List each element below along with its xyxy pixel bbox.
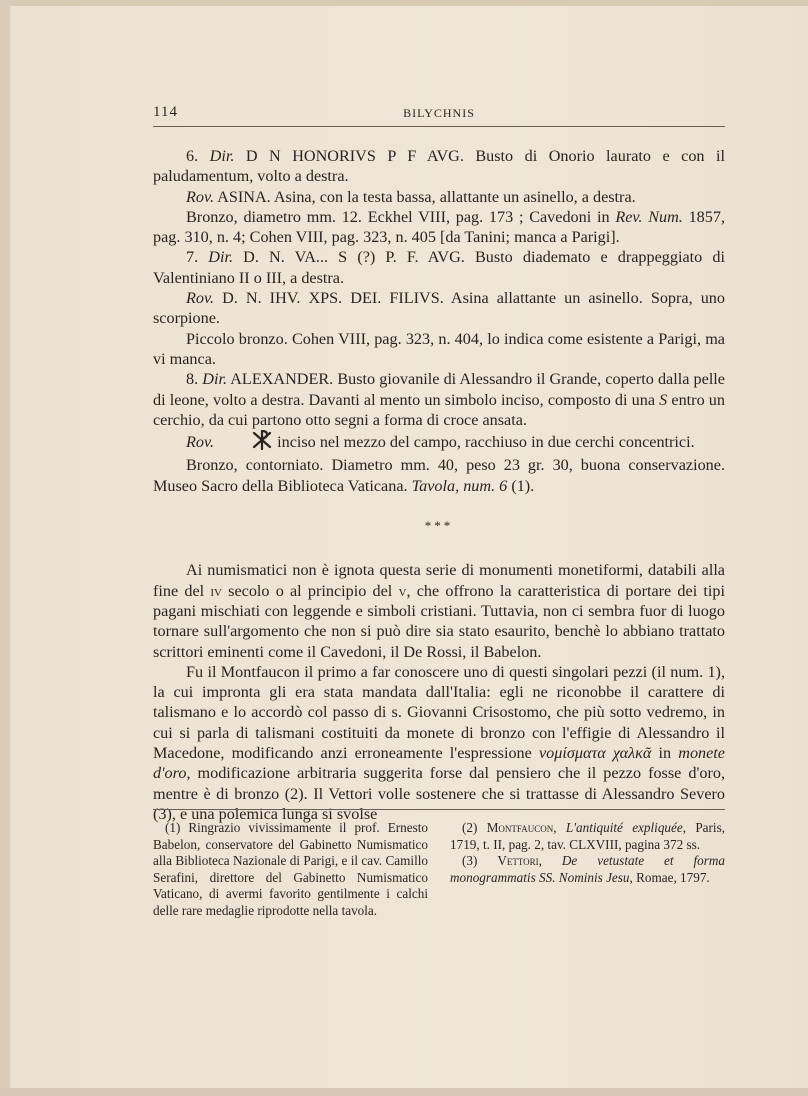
paragraph-2: Fu il Montfaucon il primo a far conoscere uno di questi singolari pezzi (il num. 1), la cui impronta gli era stata mandata dall'Italia: egli ne riconobbe il carattere di talismano e lo accordò col passo di s. Giovanni Crisostomo, che più sotto vedremo, in cui si parla di talismani costituiti da monete di bronzo con l'effigie di Alessandro il Macedone, modificando anzi erroneamente l'espressione νομίσματα χαλκᾶ in monete d'oro, modificazione arbitraria suggerita forse dal pensiero che il pezzo fosse d'oro, mentre è di bronzo (2). Il Vettori volle sostenere che si trattasse di Alessandro Severo (3), e una polemica lunga si svolse [153,662,725,823]
main-text [153,146,725,824]
item-7-reverse: Rov. D. N. IHV. XPS. DEI. FILIVS. Asina allattante un asinello. Sopra, uno scorpione. [153,289,725,328]
item-6-description: Bronzo, diametro mm. 12. Eckhel VIII, pag. 173 ; Cavedoni in Rev. Num. 1857, pag. 310, n. 4; Cohen VIII, pag. 323, n. 405 [da Tanini; manca a Parigi]. [153,207,725,247]
footnote-2: (2) Montfaucon, L'antiquité expliquée, Paris, 1719, t. II, pag. 2, tav. CLXVIII, pagina 372 ss. [450,820,726,852]
footnotes [153,820,725,919]
item-8-reverse: Rov. inciso nel mezzo del campo, racchiuso in due cerchi concentrici. [153,430,725,455]
paragraph-1: Ai numismatici non è ignota questa serie di monumenti monetiformi, databili alla fine del iv secolo o al principio del v, che offrono la caratteristica di portare dei tipi pagani mischiati con leggende e simboli cristiani. Tuttavia, non ci sembra fuor di luogo tornare sull'argomento che non si può dire sia stato esaurito, benchè lo abbiano trattato scrittori eminenti come il Cavedoni, il De Rossi, il Babelon. [153,561,725,661]
page-left-edge [0,0,10,1096]
footnote-3: (3) Vettori, De vetustate et forma monogrammatis SS. Nominis Jesu, Romae, 1797. [450,853,725,885]
running-header [153,104,725,126]
item-6-obverse: 6. Dir. D N HONORIVS P F AVG. Busto di Onorio laurato e con il paludamentum, volto a destra. [153,147,726,186]
page-bottom-edge [0,1088,808,1096]
item-8-obverse: 8. Dir. ALEXANDER. Busto giovanile di Alessandro il Grande, coperto dalla pelle di leone, volto a destra. Davanti al mento un simbolo inciso, composto di una S entro un cerchio, da cui partono otto segni a forma di croce ansata. [153,370,725,429]
header-rule [153,126,725,127]
chi-rho-monogram-icon [218,430,273,455]
footnote-column-right [450,820,725,919]
item-6-reverse: Rov. ASINA. Asina, con la testa bassa, allattante un asinello, a destra. [186,187,636,206]
footnote-1: (1) Ringrazio vivissimamente il prof. Ernesto Babelon, conservatore del Gabinetto Numismatico alla Biblioteca Nazionale di Parigi, e il cav. Camillo Serafini, direttore del Gabinetto Numismatico Vaticano, di avermi favorito gentilmente i calchi delle rare medaglie riprodotte nella tavola. [153,820,428,918]
footnote-column-left [153,820,428,919]
section-separator: *** [424,518,454,534]
page-number: 114 [153,104,178,120]
item-7-obverse: 7. Dir. D. N. VA... S (?) P. F. AVG. Busto diademato e drappeggiato di Valentiniano II o III, a destra. [153,248,725,287]
item-7-description: Piccolo bronzo. Cohen VIII, pag. 323, n. 404, lo indica come esistente a Parigi, ma vi manca. [153,329,725,368]
item-8-description: Bronzo, contorniato. Diametro mm. 40, peso 23 gr. 30, buona conservazione. Museo Sacro della Biblioteca Vaticana. Tavola, num. 6 (1). [153,456,725,495]
running-title: BILYCHNIS [403,106,475,120]
footnote-rule [153,809,725,810]
page-top-edge [0,0,808,6]
